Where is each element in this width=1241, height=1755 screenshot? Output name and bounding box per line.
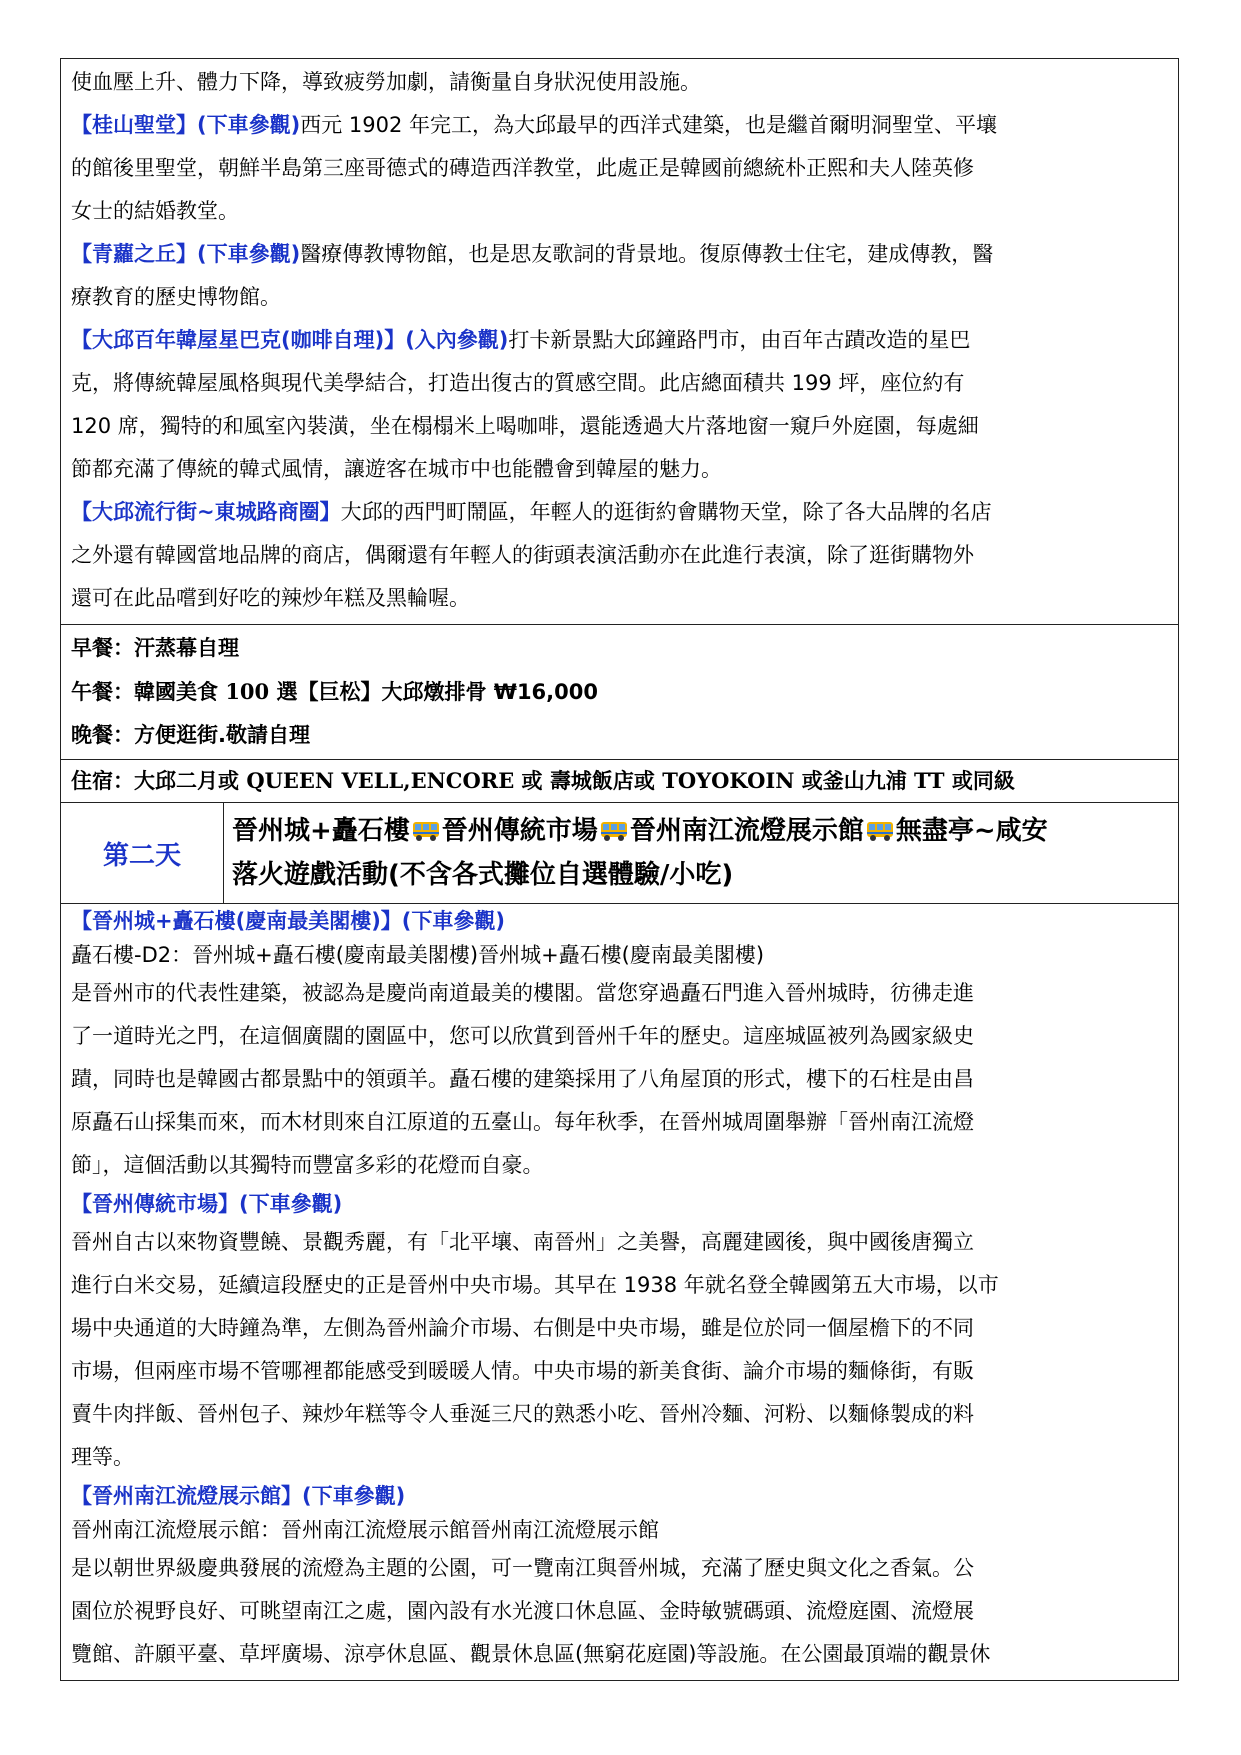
day2-header-row bbox=[61, 803, 1178, 904]
bus-icon bbox=[412, 820, 440, 842]
day-title: 晉州城+矗石樓 晉州傳統市場 晉州南江流燈展示館 無盡亭~咸安 落火遊戲活動(不含各式攤位自選體驗/小吃) bbox=[232, 816, 1048, 890]
intro-line: 使血壓上升、體力下降，導致疲勞加劇，請衡量自身狀況使用設施。 bbox=[71, 70, 701, 94]
spot-title: 【桂山聖堂】(下車參觀) bbox=[71, 113, 301, 137]
spot-title: 【晉州傳統市場】(下車參觀) bbox=[71, 1192, 343, 1216]
day2-spots-section bbox=[61, 904, 1178, 1680]
spot-title: 【晉州南江流燈展示館】(下車參觀) bbox=[71, 1484, 406, 1508]
spot-title: 【大邱百年韓屋星巴克(咖啡自理)】(入內參觀) bbox=[71, 328, 509, 352]
lunch: 午餐：韓國美食 100 選【巨松】大邱燉排骨 ₩16,000 bbox=[71, 679, 598, 704]
day1-spots-section bbox=[61, 59, 1178, 625]
spot-lantern-hall: 是以朝世界級慶典發展的流燈為主題的公園，可一覽南江與晉州城，充滿了歷史與文化之香氣。公 園位於視野良好、可眺望南江之處，園內設有水光渡口休息區、金時敏號碼頭、流燈庭園、流燈展 覽館、許願平臺、草坪廣場、涼亭休息區、觀景休息區(無窮花庭園)等設施。在公園最頂端的觀景休 bbox=[71, 1556, 991, 1666]
lodging-section bbox=[61, 760, 1178, 803]
spot-dongseongno: 【大邱流行街~東城路商圈】大邱的西門町鬧區，年輕人的逛街約會購物天堂，除了各大品牌的名店 之外還有韓國當地品牌的商店，偶爾還有年輕人的街頭表演活動亦在此進行表演，除了逛街購物外 還可在此品嚐到好吃的辣炒年糕及黑輪喔。 bbox=[71, 500, 992, 610]
spot-title: 【青蘿之丘】(下車參觀) bbox=[71, 242, 301, 266]
spot-subtitle: 晉州南江流燈展示館：晉州南江流燈展示館晉州南江流燈展示館 bbox=[71, 1518, 659, 1542]
spot-subtitle: 矗石樓-D2：晉州城+矗石樓(慶南最美閣樓)晉州城+矗石樓(慶南最美閣樓) bbox=[71, 943, 765, 967]
spot-cheongna-hill: 【青蘿之丘】(下車參觀)醫療傳教博物館，也是思友歌詞的背景地。復原傳教士住宅，建成傳教，醫 療教育的歷史博物館。 bbox=[71, 242, 994, 309]
spot-jinju-market: 晉州自古以來物資豐饒、景觀秀麗，有「北平壤、南晉州」之美譽，高麗建國後，與中國後唐獨立 進行白米交易，延續這段歷史的正是晉州中央市場。其早在 1938 年就名登全韓國第五大市場，以市 場中央通道的大時鐘為準，左側為晉州論介市場、右側是中央市場，雖是位於同一個屋檐下的不同 市場，但兩座市場不管哪裡都能感受到暖暖人情。中央市場的新美食街、論介市場的麵條街，有販 賣牛肉拌飯、晉州包子、辣炒年糕等令人垂涎三尺的熟悉小吃、晉州冷麵、河粉、以麵條製成的料 理等。 bbox=[71, 1230, 999, 1469]
spot-title: 【晉州城+矗石樓(慶南最美閣樓)】(下車參觀) bbox=[71, 909, 505, 933]
itinerary-table bbox=[60, 58, 1179, 1681]
meals-section bbox=[61, 625, 1178, 760]
lodging: 住宿：大邱二月或 QUEEN VELL,ENCORE 或 壽城飯店或 TOYOKOIN 或釜山九浦 TT 或同級 bbox=[71, 768, 1015, 793]
bus-icon bbox=[600, 820, 628, 842]
dinner: 晚餐：方便逛街.敬請自理 bbox=[71, 723, 310, 747]
breakfast: 早餐：汗蒸幕自理 bbox=[71, 636, 239, 660]
spot-title: 【大邱流行街~東城路商圈】 bbox=[71, 500, 341, 524]
spot-gyesan-cathedral: 【桂山聖堂】(下車參觀)西元 1902 年完工，為大邱最早的西洋式建築，也是繼首爾明洞聖堂、平壤 的館後里聖堂，朝鮮半島第三座哥德式的磚造西洋教堂，此處正是韓國前總統朴正熙和夫人陸英修 女士的結婚教堂。 bbox=[71, 113, 997, 223]
spot-starbucks-hanok: 【大邱百年韓屋星巴克(咖啡自理)】(入內參觀)打卡新景點大邱鐘路門市，由百年古蹟改造的星巴 克，將傳統韓屋風格與現代美學結合，打造出復古的質感空間。此店總面積共 199 坪，座位約有 120 席，獨特的和風室內裝潢，坐在榻榻米上喝咖啡，還能透過大片落地窗一窺戶外庭園，每處細 節都充滿了傳統的韓式風情，讓遊客在城市中也能體會到韓屋的魅力。 bbox=[71, 328, 979, 481]
spot-jinju-castle: 是晉州市的代表性建築，被認為是慶尚南道最美的樓閣。當您穿過矗石門進入晉州城時，彷彿走進 了一道時光之門，在這個廣闊的園區中，您可以欣賞到晉州千年的歷史。這座城區被列為國家級史 蹟，同時也是韓國古都景點中的領頭羊。矗石樓的建築採用了八角屋頂的形式，樓下的石柱是由昌 原矗石山採集而來，而木材則來自江原道的五臺山。每年秋季，在晉州城周圍舉辦「晉州南江流燈 節」，這個活動以其獨特而豐富多彩的花燈而自豪。 bbox=[71, 981, 974, 1177]
day-label: 第二天 bbox=[61, 803, 224, 903]
bus-icon bbox=[866, 820, 894, 842]
